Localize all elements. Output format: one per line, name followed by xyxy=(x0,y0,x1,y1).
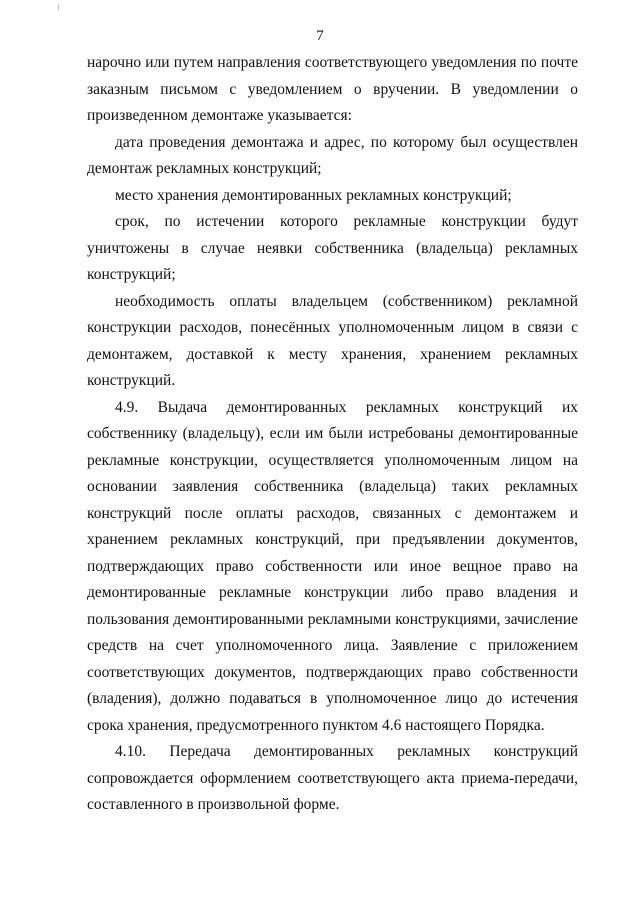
paragraph-dismantle-date-address: дата проведения демонтажа и адрес, по которому был осуществлен демонтаж рекламных конструкций; xyxy=(87,133,578,177)
paragraph-4-9-return: 4.9. Выдача демонтированных рекламных конструкций их собственнику (владельцу), если им были истребованы демонтированные рекламные конструкции, осуществляется уполномоченным лицом на основании заявления собственника (владельца) таких рекламных конструкций после оплаты расходов, связанных с демонтажем и хранением рекламных конструкций, при предъявлении документов, подтверждающих право собственности или иное вещное право на демонтированные рекламные конструкции либо право владения и пользования демонтированными рекламными конструкциями, зачисление средств на счет уполномоченного лица. Заявление с приложением соответствующих документов, подтверждающих право собственности (владения), должно подаваться в уполномоченное лицо до истечения срока хранения, предусмотренного пунктом 4.6 настоящего Порядка. xyxy=(87,398,578,734)
paragraph-notice-method: нарочно или путем направления соответствующего уведомления по почте заказным письмом с уведомлением о вручении. В уведомлении о произведенном демонтаже указывается: xyxy=(87,54,578,124)
paragraph-payment-obligation: необходимость оплаты владельцем (собственником) рекламной конструкции расходов, понесённых уполномоченным лицом в связи с демонтажем, доставкой к месту хранения, хранением рекламных конструкций. xyxy=(87,292,578,389)
paragraph-storage-place: место хранения демонтированных рекламных конструкций; xyxy=(115,186,512,204)
paragraph-4-10-transfer: 4.10. Передача демонтированных рекламных конструкций сопровождается оформлением соответствующего акта приема-передачи, составленного в произвольной форме. xyxy=(87,743,578,813)
scan-mark xyxy=(58,4,59,10)
document-body xyxy=(87,50,578,819)
paragraph-destruction-term: срок, по истечении которого рекламные конструкции будут уничтожены в случае неявки собственника (владельца) рекламных конструкций; xyxy=(87,213,578,283)
page-number: 7 xyxy=(316,28,324,44)
